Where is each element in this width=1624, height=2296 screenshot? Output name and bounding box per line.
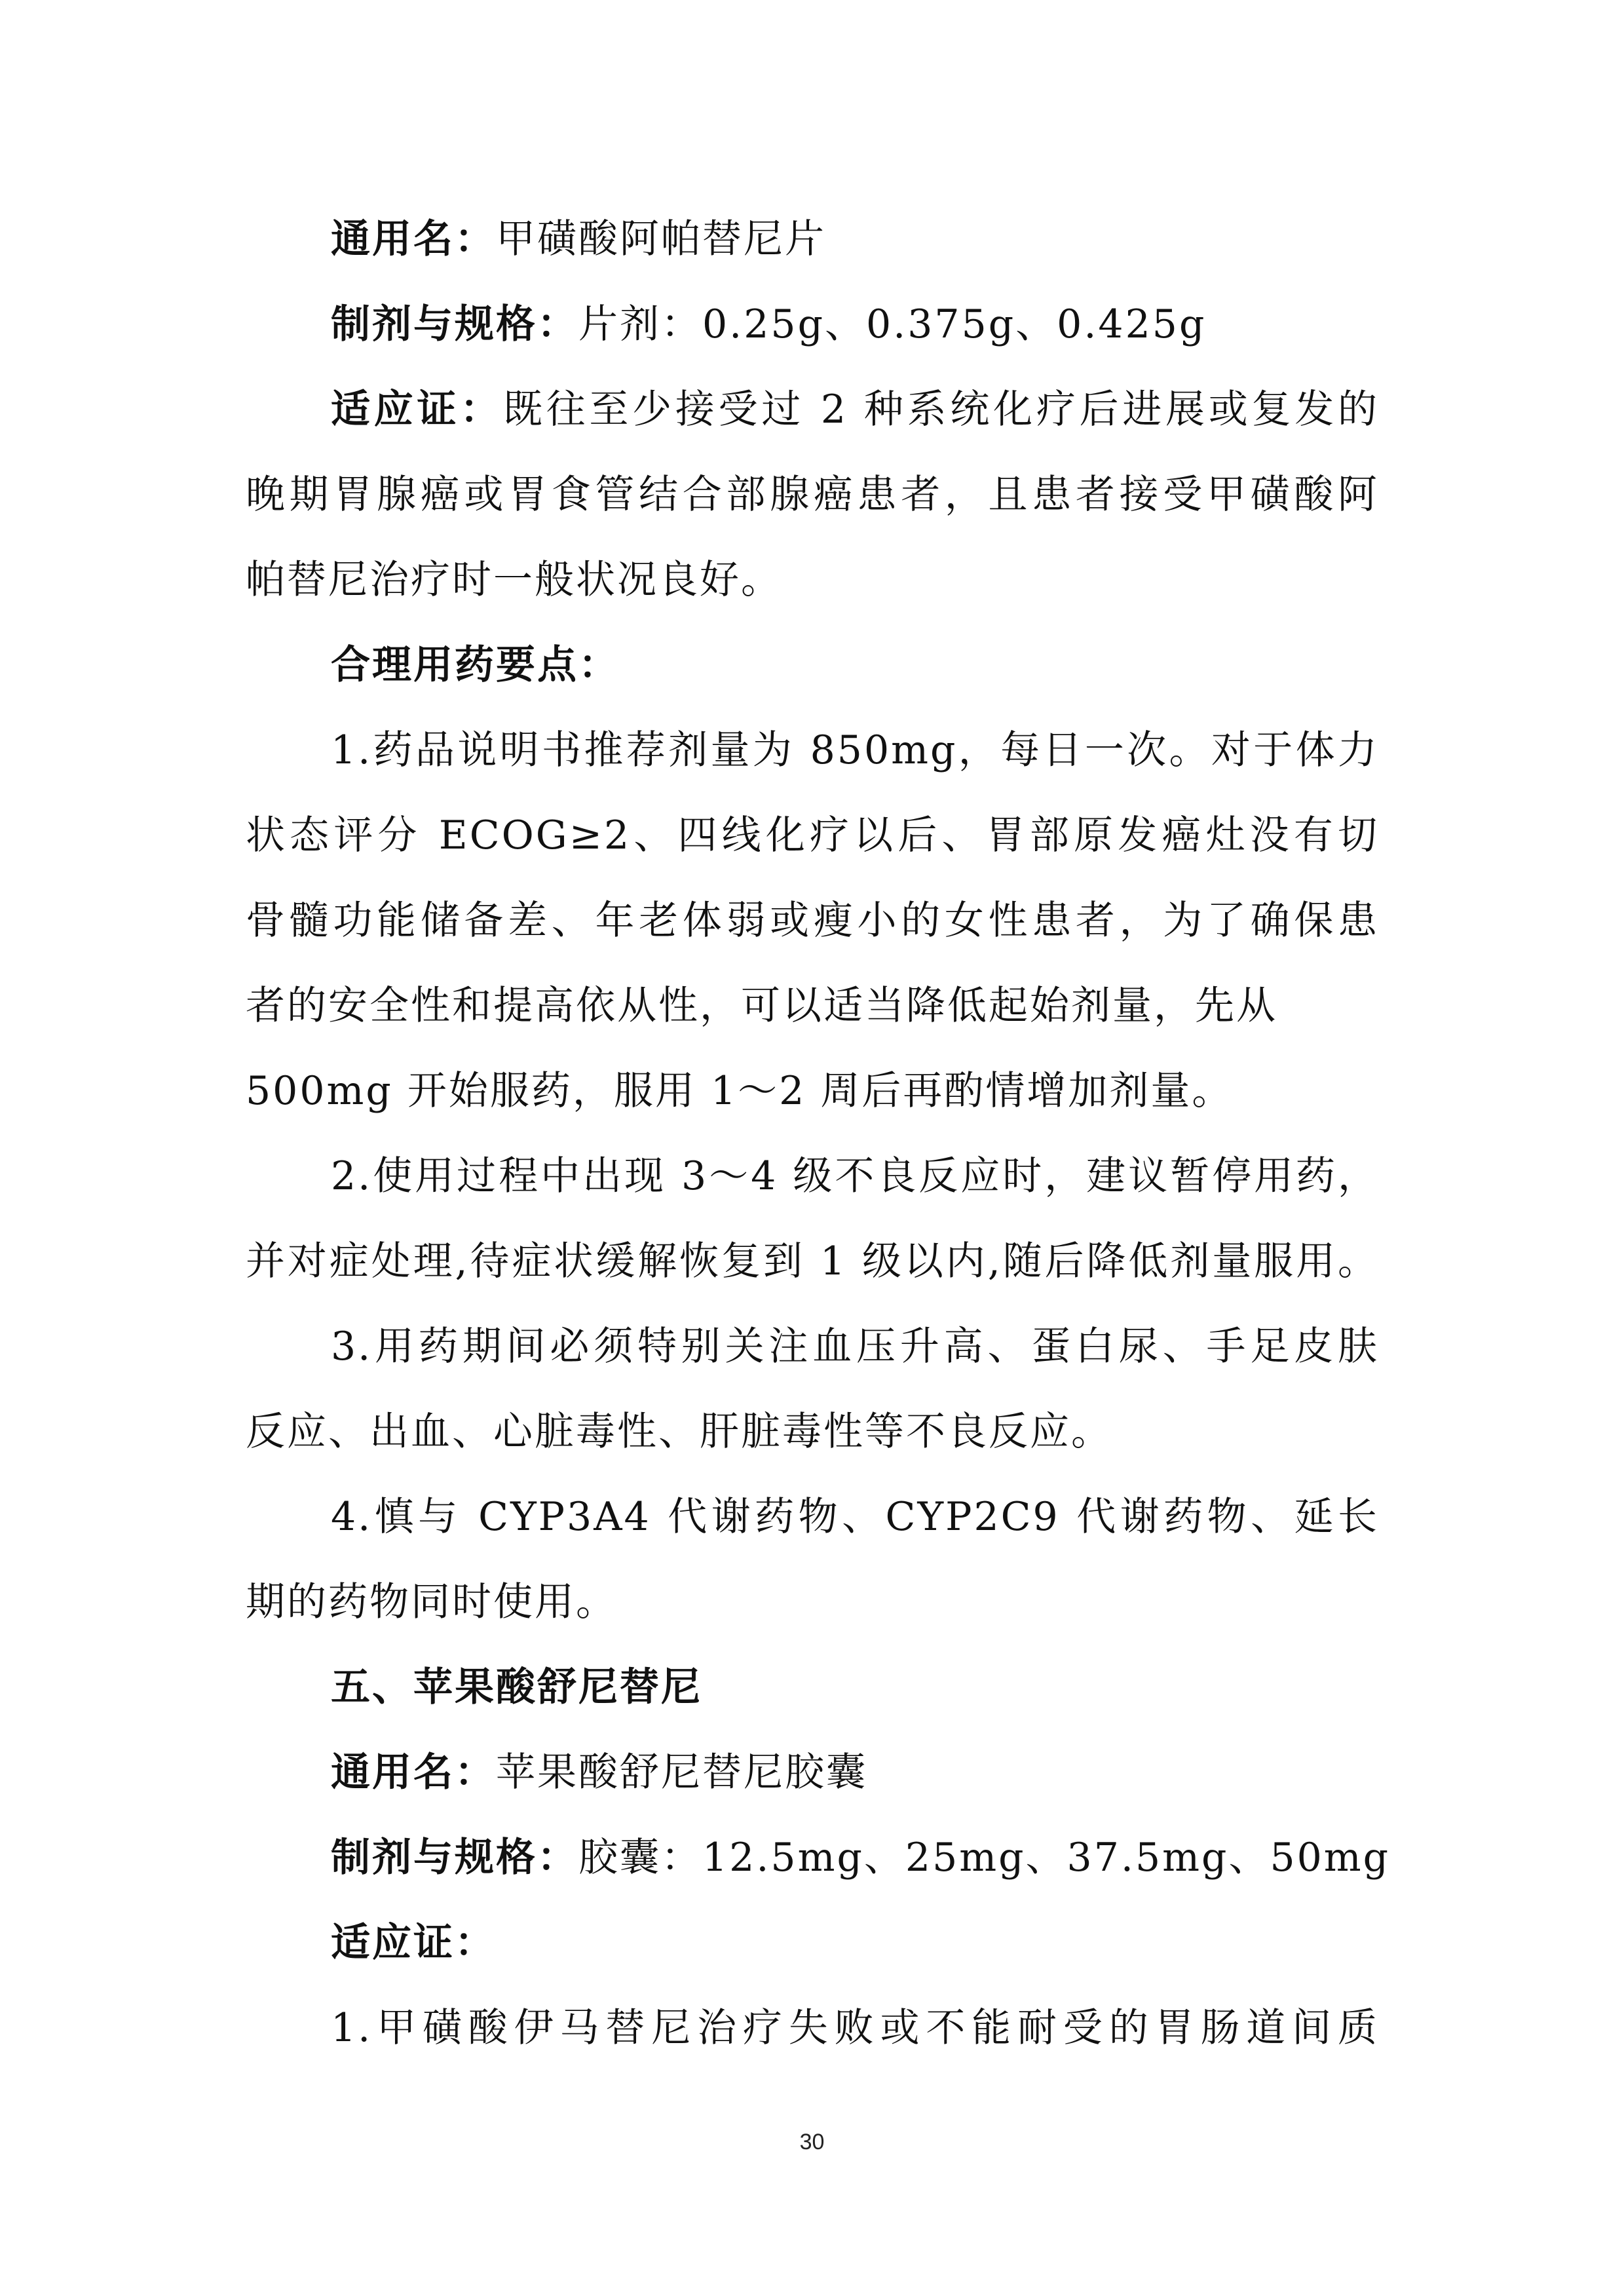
text-line [246, 452, 1379, 537]
text-line [246, 1730, 1379, 1815]
text-line [246, 537, 1379, 622]
text-line [246, 708, 1379, 793]
line-label: 通用名： [331, 216, 496, 262]
line-text: 骨髓功能储备差、年老体弱或瘦小的女性患者，为了确保患 [246, 898, 1379, 944]
line-text: 反应、出血、心脏毒性、肝脏毒性等不良反应。 [246, 1409, 1112, 1455]
line-text: 帕替尼治疗时一般状况良好。 [246, 557, 782, 603]
line-text: 苹果酸舒尼替尼胶囊 [496, 1750, 867, 1795]
text-line [246, 1815, 1391, 1900]
line-text: 1.甲磺酸伊马替尼治疗失败或不能耐受的胃肠道间质 [331, 2005, 1379, 2051]
line-label: 合理用药要点： [331, 642, 620, 688]
line-text: 片剂：0.25g、0.375g、0.425g [578, 301, 1207, 347]
text-line [246, 282, 1379, 367]
text-line [246, 1389, 1379, 1474]
text-line [246, 1048, 1379, 1134]
text-line [246, 1559, 1379, 1645]
text-line [246, 1900, 1379, 1985]
line-text: 胶囊：12.5mg、25mg、37.5mg、50mg [578, 1835, 1391, 1881]
text-line [246, 1474, 1379, 1559]
text-line [246, 197, 1379, 282]
line-text: 期的药物同时使用。 [246, 1579, 617, 1625]
text-line [246, 878, 1379, 963]
line-label: 制剂与规格： [331, 301, 578, 347]
line-text: 晚期胃腺癌或胃食管结合部腺癌患者，且患者接受甲磺酸阿 [246, 472, 1379, 518]
line-label: 通用名： [331, 1750, 496, 1795]
line-label: 五、苹果酸舒尼替尼 [331, 1664, 702, 1710]
line-text: 状态评分 ECOG≥2、四线化疗以后、胃部原发癌灶没有切 [246, 813, 1379, 858]
text-line [246, 1645, 1379, 1730]
text-line [246, 1134, 1379, 1219]
page-number: 30 [799, 2130, 825, 2154]
line-text: 4.慎与 CYP3A4 代谢药物、CYP2C9 代谢药物、延长 [331, 1494, 1379, 1540]
line-label: 制剂与规格： [331, 1835, 578, 1881]
line-text: 1.药品说明书推荐剂量为 850mg，每日一次。对于体力 [331, 727, 1379, 773]
line-label: 适应证： [331, 387, 503, 432]
line-text: 甲磺酸阿帕替尼片 [496, 216, 826, 262]
line-text: 2.使用过程中出现 3～4 级不良反应时，建议暂停用药， [331, 1153, 1379, 1199]
text-line [246, 1985, 1379, 2071]
line-text: 3.用药期间必须特别关注血压升高、蛋白尿、手足皮肤 [331, 1324, 1379, 1369]
text-line [246, 1304, 1379, 1389]
text-line [246, 1219, 1379, 1304]
line-label: 适应证： [331, 1920, 496, 1966]
line-text: 者的安全性和提高依从性，可以适当降低起始剂量，先从 [246, 983, 1277, 1029]
text-line [246, 793, 1379, 878]
line-text: 既往至少接受过 2 种系统化疗后进展或复发的 [502, 387, 1379, 432]
text-line [246, 963, 1379, 1048]
document-body [246, 197, 1391, 2071]
line-text: 500mg 开始服药，服用 1～2 周后再酌情增加剂量。 [246, 1068, 1234, 1114]
text-line [246, 622, 1379, 708]
line-text: 并对症处理,待症状缓解恢复到 1 级以内,随后降低剂量服用。 [246, 1238, 1379, 1284]
text-line [246, 367, 1379, 452]
